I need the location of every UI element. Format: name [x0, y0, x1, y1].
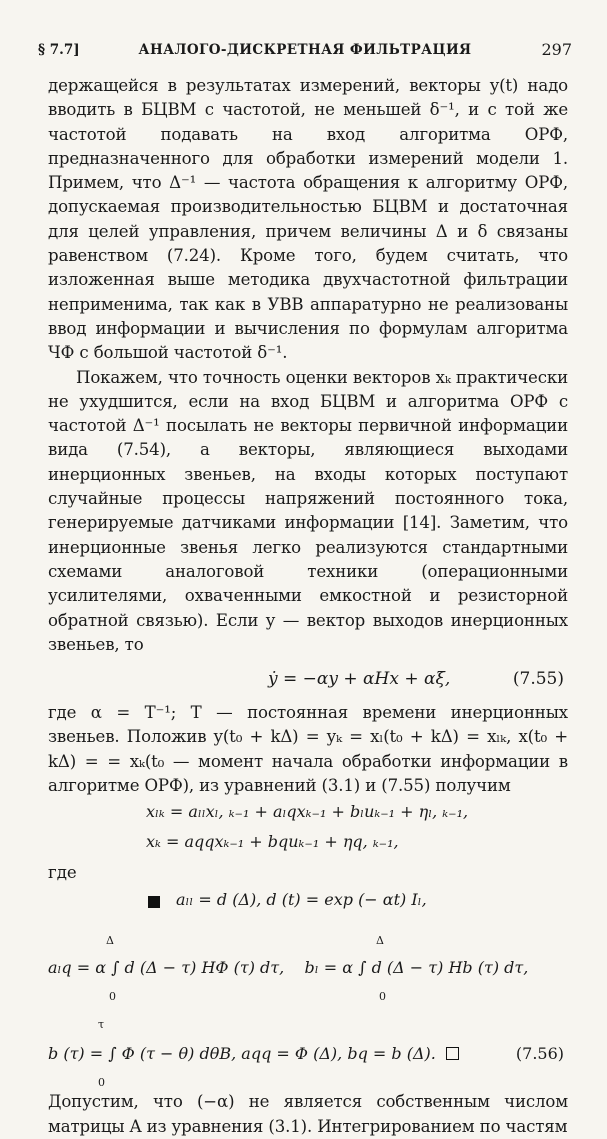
chapter-title: АНАЛОГО-ДИСКРЕТНАЯ ФИЛЬТРАЦИЯ: [138, 42, 472, 58]
end-of-proof-icon: [446, 1047, 459, 1060]
integral-upper-limit-2: Δ: [376, 934, 384, 948]
equation-system: [48, 798, 568, 858]
integral-lower-limit: 0: [109, 990, 116, 1004]
paragraph-2: Покажем, что точность оценки векторов xₖ практически не ухудшится, если на вход БЦВМ и алгоритма ОРФ с частотой Δ⁻¹ посылать не векторы первичной информации вида (7.54), а векторы, являющиеся выходами инерционных звеньев, на входы которых поступают случайные процессы напряжений постоянного тока, генерируемые датчиками информации [14]. Заметим, что инерционные звенья легко реализуются стандартными схемами аналоговой техники (операционными усилителями, охваченными емкостной и резисторной обратной связью). Если y — вектор выходов инерционных звеньев, то: [48, 367, 568, 654]
paragraph-3: где α = T⁻¹; T — постоянная времени инерционных звеньев. Положив y(t₀ + kΔ) = yₖ = xₗ(t₀ + kΔ) = xₗₖ, x(t₀ + kΔ) = = xₖ(t₀ — момент начала обработки информации в алгоритме ОРФ), из уравнений (3.1) и (7.55) получим: [48, 703, 568, 796]
equation-formula: ẏ = −αy + αHx + αξ,: [268, 669, 451, 690]
equation-line-1: xₗₖ = aₗₗxₗ, ₖ₋₁ + aₗqxₖ₋₁ + bₗuₖ₋₁ + ηₗ, ₖ₋₁,: [146, 802, 469, 822]
paragraph-4: Допустим, что (−α) не является собственным числом матрицы A из уравнения (3.1). Интегрированием по частям: [48, 1092, 568, 1136]
equation-number: (7.55): [512, 669, 564, 690]
integral-lower-limit-zero: 0: [98, 1076, 105, 1090]
equation-b-l: bₗ = α ∫ d (Δ − τ) Hb (τ) dτ,: [304, 958, 529, 978]
equation-number: (7.56): [515, 1044, 564, 1064]
integral-upper-limit-tau: τ: [98, 1018, 105, 1032]
equation-a-lq: aₗq = α ∫ d (Δ − τ) HΦ (τ) dτ,: [48, 958, 285, 978]
integral-lower-limit-2: 0: [379, 990, 386, 1004]
running-header: [38, 40, 572, 64]
equation-b-tau: b (τ) = ∫ Φ (τ − θ) dθB, aqq = Φ (Δ), bq = b (Δ).: [48, 1044, 436, 1064]
equation-a-ll: [48, 888, 568, 922]
integral-upper-limit: Δ: [106, 934, 114, 948]
equation-7-55: [48, 657, 568, 701]
equation-a-lq-b-l: [48, 922, 568, 1010]
equation-a-ll-text: aₗₗ = d (Δ), d (t) = exp (− αt) Iₗ,: [176, 890, 427, 910]
equation-line-2: xₖ = aqqxₖ₋₁ + bquₖ₋₁ + ηq, ₖ₋₁,: [146, 832, 399, 852]
paragraph-1: держащейся в результатах измерений, векторы y(t) надо вводить в БЦВМ с частотой, не меньшей δ⁻¹, и с той же частотой подавать на вход алгоритма ОРФ, предназначенного для обработки измерений модели 1. Примем, что Δ⁻¹ — частота обращения к алгоритму ОРФ, допускаемая производительностью БЦВМ и достаточная для целей управления, причем величины Δ и δ связаны равенством (7.24). Кроме того, будем считать, что изложенная выше методика двухчастотной фильтрации неприменима, так как в УВВ аппаратурно не реализованы ввод информации и вычисления по формулам алгоритма ЧФ с большой частотой δ⁻¹.: [48, 76, 568, 363]
proof-marker-icon: [148, 896, 160, 908]
page-body: [48, 74, 568, 1139]
equation-7-56: [48, 1010, 568, 1090]
where-label: где: [48, 863, 77, 883]
page-number: 297: [541, 40, 572, 59]
section-ref: § 7.7]: [38, 42, 80, 58]
